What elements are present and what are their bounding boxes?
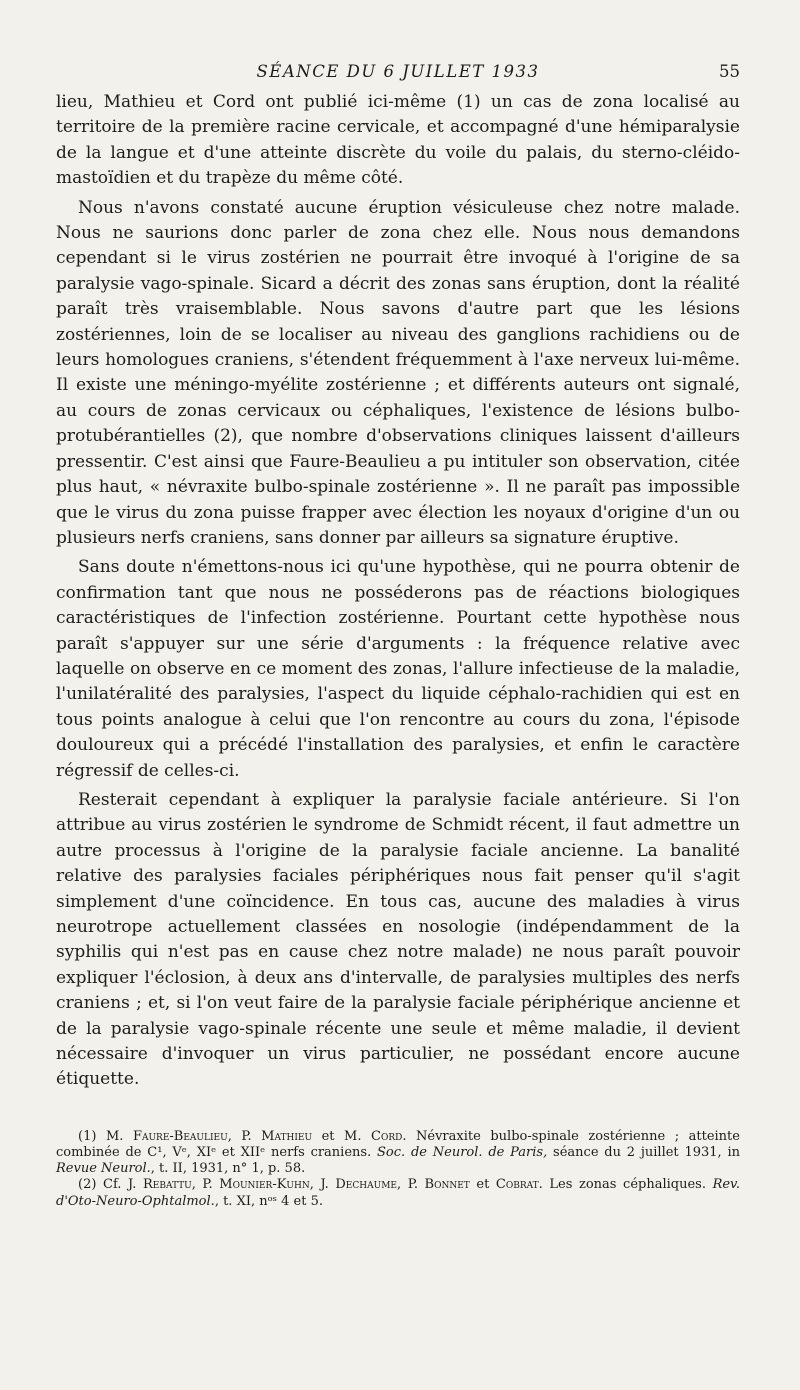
paragraph: Sans doute n'émettons-nous ici qu'une hypothèse, qui ne pourra obtenir de confirmation tant que nous ne posséderons pas de réactions biologiques caractéristiques de l'infection zostérienne. Pourtant cette hypothèse nous paraît s'appuyer sur une série d'arguments : la fréquence relative avec laquelle on observe en ce moment des zonas, l'allure infectieuse de la maladie, l'unilatéralité des paralysies, l'aspect du liquide céphalo-rachidien qui est en tous points analogue à celui que l'on rencontre au cours du zona, l'épisode douloureux qui a précédé l'installation des paralysies, et enfin le caractère régressif de celles-ci. [56, 557, 740, 781]
paragraph: Nous n'avons constaté aucune éruption vésiculeuse chez notre malade. Nous ne saurions donc parler de zona chez elle. Nous nous demandons cependant si le virus zostérien ne pourrait être invoqué à l'origine de sa paralysie vago-spinale. Sicard a décrit des zonas sans éruption, dont la réalité paraît très vraisemblable. Nous savons d'autre part que les lésions zostériennes, loin de se localiser au niveau des ganglions rachidiens ou de leurs homologues craniens, s'étendent fréquemment à l'axe nerveux lui-même. Il existe une méningo-myélite zostérienne ; et différents auteurs ont signalé, au cours de zonas cervicaux ou céphaliques, l'existence de lésions bulbo-protubérantielles (2), que nombre d'observations cliniques laissent d'ailleurs pressentir. C'est ainsi que Faure-Beaulieu a pu intituler son observation, citée plus haut, « névraxite bulbo-spinale zostérienne ». Il ne paraît pas impossible que le virus du zona puisse frapper avec élection les noyaux d'origine d'un ou plusieurs nerfs craniens, sans donner par ailleurs sa signature éruptive. [56, 197, 740, 548]
footnote-author: Cord [371, 1128, 403, 1144]
footnote-text: et M. [312, 1128, 372, 1144]
footnote-journal: Revue Neurol. [56, 1161, 151, 1177]
footnote-text: . Névraxite bulbo-spinale zostérienne ; atteinte combinée de C¹, Vᵉ, XIᵉ et XIIᵉ nerfs craniens. [56, 1128, 740, 1161]
footnote-reference: , t. II, 1931, n° 1, p. 58. [150, 1161, 306, 1177]
footnote-marker: (2) [78, 1177, 97, 1193]
footnote-journal: Rev. d'Oto-Neuro-Ophtalmol. [56, 1177, 740, 1209]
running-title: SÉANCE DU 6 JUILLET 1933 [256, 62, 540, 81]
body-text [56, 90, 740, 1093]
footnote-marker: (1) [78, 1128, 97, 1144]
paragraph: Resterait cependant à expliquer la paralysie faciale antérieure. Si l'on attribue au virus zostérien le syndrome de Schmidt récent, il faut admettre un autre processus à l'origine de la paralysie faciale ancienne. La banalité relative des paralysies faciales périphériques nous fait penser qu'il s'agit simplement d'une coïncidence. En tous cas, aucune des maladies à virus neurotrope actuellement classées en nosologie (indépendamment de la syphilis qui n'est pas en cause chez notre malade) ne nous paraît pouvoir expliquer l'éclosion, à deux ans d'intervalle, de paralysies multiples des nerfs craniens ; et, si l'on veut faire de la paralysie faciale périphérique ancienne et de la paralysie vago-spinale récente une seule et même maladie, il devient nécessaire d'invoquer un virus particulier, ne possédant encore aucune étiquette. [56, 789, 740, 1090]
footnote-authors: Rebattu, P. Mounier-Kuhn, J. Dechaume, P. Bonnet [142, 1177, 470, 1193]
running-header [56, 62, 740, 90]
document-page [56, 62, 740, 1210]
footnote-2 [56, 1177, 740, 1209]
footnote-text: séance du 2 juillet 1931, in [547, 1145, 740, 1161]
footnotes [56, 1129, 740, 1210]
footnote-1 [56, 1129, 740, 1178]
footnote-reference: , t. XI, nᵒˢ 4 et 5. [214, 1193, 323, 1209]
footnote-text: . Les zonas céphaliques. [538, 1177, 713, 1193]
footnote-authors: M. Faure-Beaulieu, P. Mathieu [105, 1128, 313, 1144]
paragraph: lieu, Mathieu et Cord ont publié ici-même (1) un cas de zona localisé au territoire de la première racine cervicale, et accompagné d'une hémiparalysie de la langue et d'une atteinte discrète du voile du palais, du sterno-cléido-mastoïdien et du trapèze du même côté. [56, 92, 740, 189]
footnote-text: Cf. J. [96, 1177, 143, 1193]
footnote-author: Cobrat [495, 1177, 539, 1193]
footnote-journal: Soc. de Neurol. de Paris, [377, 1145, 548, 1161]
footnote-text: et [469, 1177, 496, 1193]
page-number: 55 [719, 62, 740, 81]
